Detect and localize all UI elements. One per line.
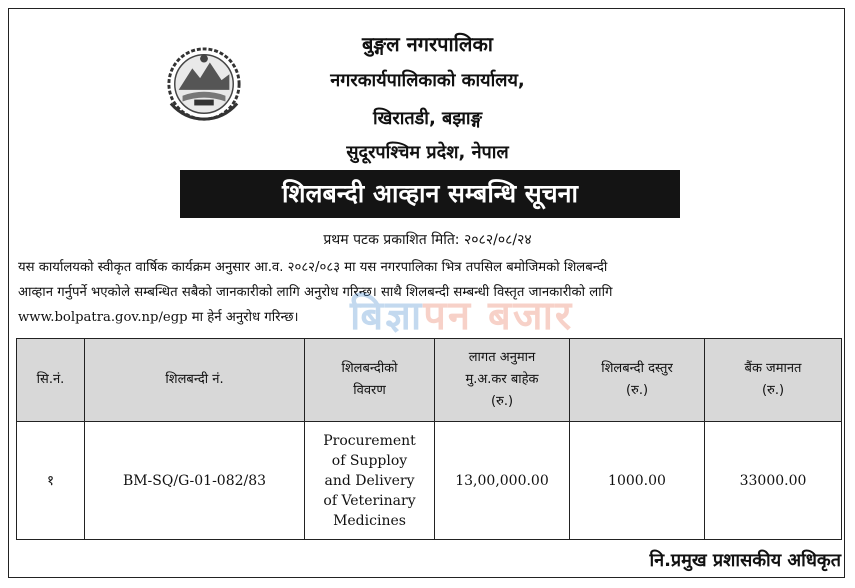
office-name: नगरकार्यपालिकाको कार्यालय, — [330, 70, 525, 91]
body-line-3 — [18, 305, 840, 330]
notice-body — [18, 255, 840, 330]
cell-bank-guarantee: 33000.00 — [705, 422, 842, 540]
header-cost-estimate: लागत अनुमान मु.अ.कर बाहेक (रु.) — [435, 339, 570, 422]
body-line-1: यस कार्यालयको स्वीकृत वार्षिक कार्यक्रम अनुसार आ.व. २०८२/०८३ मा यस नगरपालिका भित्र तपसिल बमोजिमको शिलबन्दी — [18, 260, 608, 275]
publish-date: प्रथम पटक प्रकाशित मिति: २०८२/०८/२४ — [323, 232, 532, 248]
office-location: खिरातडी, बझाङ्ग — [372, 108, 482, 129]
bolpatra-link[interactable]: www.bolpatra.gov.np/egp — [18, 310, 188, 325]
cell-description: Procurement of Supploy and Delivery of Veterinary Medicines — [305, 422, 435, 540]
municipality-name: बुङ्गल नगरपालिका — [362, 32, 493, 56]
tender-table — [16, 338, 842, 540]
table-row — [17, 422, 842, 540]
watermark-part-2: पन बजार — [423, 293, 574, 339]
cell-sealed-no: BM-SQ/G-01-082/83 — [85, 422, 305, 540]
table-header-row — [17, 339, 842, 422]
signatory-title: नि.प्रमुख प्रशासकीय अधिकृत — [649, 550, 841, 571]
watermark-part-1: बिज्ञा — [350, 293, 424, 339]
body-line-2: आव्हान गर्नुपर्ने भएकोले सम्बन्धित सबैको जानकारीको लागि अनुरोध गरिन्छ। साथै शिलबन्दी सम्बन्धी विस्तृत जानकारीको लागि — [18, 285, 613, 300]
cell-fee: 1000.00 — [570, 422, 705, 540]
header-fee: शिलबन्दी दस्तुर (रु.) — [570, 339, 705, 422]
notice-title: शिलबन्दी आव्हान सम्बन्धि सूचना — [180, 170, 680, 218]
province-name: सुदूरपश्चिम प्रदेश, नेपाल — [346, 142, 509, 163]
cell-cost: 13,00,000.00 — [435, 422, 570, 540]
cell-sn: १ — [17, 422, 85, 540]
header-sn: सि.नं. — [17, 339, 85, 422]
body-line-3-rest: मा हेर्न अनुरोध गरिन्छ। — [187, 310, 299, 325]
header-sealed-no: शिलबन्दी नं. — [85, 339, 305, 422]
header-bank-guarantee: बैंक जमानत (रु.) — [705, 339, 842, 422]
header-description: शिलबन्दीको विवरण — [305, 339, 435, 422]
